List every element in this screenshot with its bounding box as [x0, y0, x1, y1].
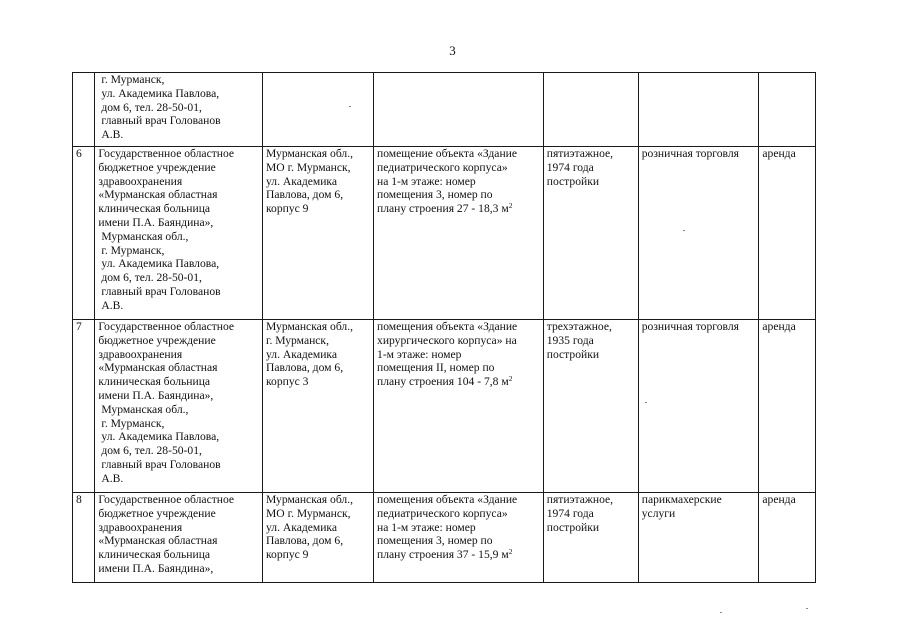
cell-num: [73, 147, 95, 320]
address-line: Мурманская обл.,: [266, 493, 354, 506]
object-area-text: плану строения 104 - 7,8 м: [377, 375, 509, 389]
area-unit-superscript: 2: [508, 374, 513, 384]
org-line: главный врач Голованов: [101, 114, 221, 128]
cell-object: [374, 320, 544, 493]
address-line: МО г. Мурманск,: [266, 506, 351, 520]
org-line: имени П.А. Баяндина»,: [98, 215, 214, 229]
org-line: «Мурманская областная: [98, 188, 218, 202]
org-line: Государственное областное: [98, 493, 235, 506]
object-line-area: [377, 375, 540, 389]
org-line: «Мурманская областная: [98, 361, 218, 375]
building-line: 1974 года: [546, 506, 594, 520]
object-line: помещения 3, номер по: [377, 188, 493, 202]
cell-object: [374, 147, 544, 320]
address-line: ул. Академика: [266, 174, 338, 188]
org-line: имени П.А. Баяндина»,: [98, 561, 214, 575]
cell-organization: [95, 493, 263, 583]
contract-type: аренда: [762, 320, 796, 333]
cell-address: [263, 73, 374, 147]
org-line: ул. Академика Павлова,: [101, 86, 220, 100]
purpose-line: розничная торговля: [641, 147, 739, 160]
table-row-continuation: [73, 73, 816, 147]
area-unit-superscript: 2: [508, 201, 513, 211]
scan-speck: [720, 612, 722, 613]
cell-type: [759, 320, 816, 493]
scan-speck: [645, 402, 647, 403]
table-row: [73, 320, 816, 493]
org-line: клиническая больница: [98, 202, 211, 216]
org-line: клиническая больница: [98, 548, 211, 562]
object-line: помещения 3, номер по: [377, 534, 493, 548]
cell-building: [543, 320, 638, 493]
cell-purpose: [638, 73, 759, 147]
cell-purpose: [638, 147, 759, 320]
purpose-line: парикмахерские: [641, 493, 722, 506]
cell-purpose: [638, 493, 759, 583]
org-line: Государственное областное: [98, 147, 235, 160]
object-line: педиатрического корпуса»: [377, 506, 508, 520]
cell-object: [374, 73, 544, 147]
cell-type: [759, 493, 816, 583]
scan-speck: [683, 230, 685, 231]
building-line: трехэтажное,: [546, 320, 612, 333]
org-line: бюджетное учреждение: [98, 506, 216, 520]
org-line: дом 6, тел. 28-50-01,: [101, 444, 202, 458]
org-line: главный врач Голованов: [101, 457, 221, 471]
cell-organization: [95, 147, 263, 320]
org-line: ул. Академика Павлова,: [101, 430, 220, 444]
page-number: 3: [449, 43, 456, 58]
object-line: 1-м этаже: номер: [377, 347, 462, 361]
cell-num: [73, 320, 95, 493]
object-line: хирургического корпуса» на: [377, 333, 517, 347]
cell-num: [73, 73, 95, 147]
org-line: «Мурманская областная: [98, 534, 218, 548]
cell-purpose: [638, 320, 759, 493]
row-number: 7: [76, 320, 82, 333]
org-line: бюджетное учреждение: [98, 333, 216, 347]
address-line: ул. Академика: [266, 520, 338, 534]
object-line: помещение объекта «Здание: [377, 147, 518, 160]
org-line: клиническая больница: [98, 375, 211, 389]
building-line: 1974 года: [546, 160, 594, 174]
address-line: Мурманская обл.,: [266, 147, 354, 160]
building-line: постройки: [546, 347, 600, 361]
address-line: г. Мурманск,: [266, 333, 329, 347]
org-line: здравоохранения: [98, 520, 183, 534]
building-line: 1935 года: [546, 333, 594, 347]
org-line: г. Мурманск,: [101, 416, 165, 430]
org-line: ул. Академика Павлова,: [101, 257, 220, 271]
cell-type: [759, 147, 816, 320]
purpose-line: розничная торговля: [641, 320, 739, 333]
org-line: дом 6, тел. 28-50-01,: [101, 271, 202, 285]
table-row: [73, 147, 816, 320]
cell-object: [374, 493, 544, 583]
object-line: на 1-м этаже: номер: [377, 174, 476, 188]
cell-address: [263, 493, 374, 583]
cell-building: [543, 147, 638, 320]
object-area-text: плану строения 37 - 15,9 м: [377, 548, 509, 562]
org-line: имени П.А. Баяндина»,: [98, 388, 214, 402]
org-line: Мурманская обл.,: [101, 229, 189, 243]
address-line: ул. Академика: [266, 347, 338, 361]
object-line-area: [377, 548, 540, 562]
address-line: корпус 9: [266, 202, 309, 216]
object-line: помещения II, номер по: [377, 361, 495, 375]
org-line: г. Мурманск,: [101, 73, 165, 86]
object-line: педиатрического корпуса»: [377, 160, 508, 174]
org-line: А.В.: [101, 298, 124, 312]
address-line: Мурманская обл.,: [266, 320, 354, 333]
address-line: корпус 9: [266, 548, 309, 562]
org-line: г. Мурманск,: [101, 243, 165, 257]
org-line: здравоохранения: [98, 347, 183, 361]
purpose-line: услуги: [641, 506, 676, 520]
cell-organization: [95, 320, 263, 493]
address-line: корпус 3: [266, 375, 309, 389]
scan-speck: [349, 106, 351, 107]
cell-building: [543, 73, 638, 147]
row-number: 8: [76, 493, 82, 506]
cell-address: [263, 320, 374, 493]
org-line: бюджетное учреждение: [98, 160, 216, 174]
address-line: Павлова, дом 6,: [266, 361, 344, 375]
org-line: Государственное областное: [98, 320, 235, 333]
object-line: помещения объекта «Здание: [377, 320, 518, 333]
object-area-text: плану строения 27 - 18,3 м: [377, 202, 509, 216]
cell-type: [759, 73, 816, 147]
address-line: Павлова, дом 6,: [266, 534, 344, 548]
address-line: МО г. Мурманск,: [266, 160, 351, 174]
building-line: постройки: [546, 520, 600, 534]
building-line: пятиэтажное,: [546, 493, 614, 506]
org-line: здравоохранения: [98, 174, 183, 188]
building-line: пятиэтажное,: [546, 147, 614, 160]
object-line-area: [377, 202, 540, 216]
contract-type: аренда: [762, 493, 796, 506]
cell-address: [263, 147, 374, 320]
cell-num: [73, 493, 95, 583]
building-line: постройки: [546, 174, 600, 188]
property-table: [72, 72, 816, 583]
org-line: А.В.: [101, 471, 124, 485]
org-line: главный врач Голованов: [101, 284, 221, 298]
cell-organization: [95, 73, 263, 147]
object-line: помещения объекта «Здание: [377, 493, 518, 506]
row-number: 6: [76, 147, 82, 160]
org-line: Мурманская обл.,: [101, 402, 189, 416]
scan-speck: [806, 608, 808, 609]
table-row: [73, 493, 816, 583]
area-unit-superscript: 2: [508, 547, 513, 557]
org-line: А.В.: [101, 128, 124, 142]
cell-building: [543, 493, 638, 583]
object-line: на 1-м этаже: номер: [377, 520, 476, 534]
org-line: дом 6, тел. 28-50-01,: [101, 100, 202, 114]
address-line: Павлова, дом 6,: [266, 188, 344, 202]
contract-type: аренда: [762, 147, 796, 160]
